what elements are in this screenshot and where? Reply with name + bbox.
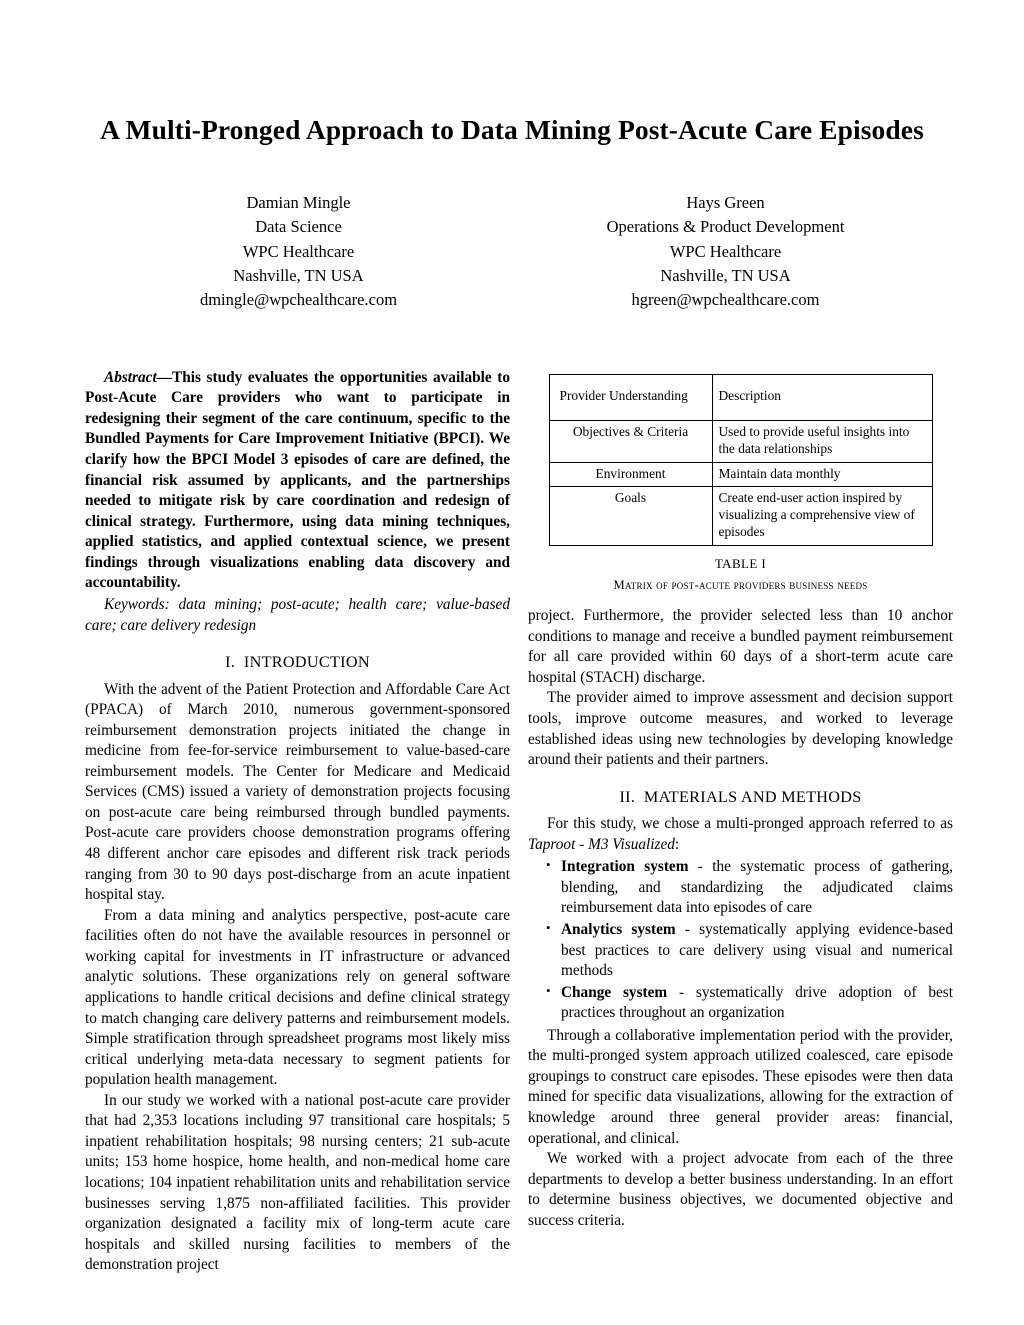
author-block bbox=[85, 191, 939, 311]
table-container bbox=[528, 374, 953, 594]
author-organization: WPC Healthcare bbox=[669, 241, 782, 261]
table-row bbox=[549, 462, 932, 487]
list-item bbox=[561, 983, 953, 1024]
table-caption bbox=[528, 555, 953, 594]
intro-paragraph-2: From a data mining and analytics perspective, post-acute care facilities often do not have the available resources in personnel or working capital for investments in IT infrastructure or advanced analytic solutions. These organizations rely on general software applications to handle critical decisions and define clinical strategy to match changing care delivery patterns and reimbursement models. Simple stratification through spreadsheet programs most likely miss critical underlying meta-data necessary to segment patients for population health management. bbox=[85, 906, 510, 1089]
intro-paragraph-4: The provider aimed to improve assessment and decision support tools, improve outcome measures, and worked to leverage established ideas using new technologies by developing knowledge around their patients and their partners. bbox=[528, 689, 953, 769]
matrix-table bbox=[549, 374, 933, 546]
bullet-description: - systematically drive adoption of best practices throughout an organization bbox=[561, 983, 953, 1022]
methods-paragraph-2: We worked with a project advocate from each of the three departments to develop a better business understanding. In an effort to determine business objectives, we documented objective and success criteria. bbox=[528, 1150, 953, 1229]
section-title: MATERIALS AND METHODS bbox=[643, 787, 862, 806]
abstract-paragraph bbox=[85, 368, 510, 594]
methods-intro-paragraph bbox=[528, 814, 953, 855]
methods-paragraph-1: Through a collaborative implementation period with the provider, the multi-pronged system approach utilized coalesced, care episode groupings to construct care episodes. These episodes were then data mined for specific data visualizations, allowing for the extraction of knowledge around three general provider areas: financial, operational, and clinical. bbox=[528, 1026, 953, 1147]
author-organization: WPC Healthcare bbox=[242, 241, 355, 261]
left-column bbox=[85, 368, 510, 1276]
author-department: Data Science bbox=[255, 217, 342, 237]
bullet-description: - the systematic process of gathering, blending, and standardizing the adjudicated claims reimbursement data into episodes of care bbox=[561, 858, 954, 917]
intro-paragraph-1: With the advent of the Patient Protection and Affordable Care Act (PPACA) of March 2010, numerous government-sponsored reimbursement demonstration projects initiated the change in medicine from fee-for-service reimbursement to value-based-care reimbursement models. The Center for Medicare and Medicaid Services (CMS) issued a variety of demonstration projects focusing on post-acute care being reimbursed through bundled payments. Post-acute care providers choose demonstration programs offering 48 different anchor care episodes and different risk track periods ranging from 30 to 90 days post-discharge from an acute inpatient hospital stay. bbox=[85, 680, 510, 904]
table-caption-title: Matrix of post-acute providers business needs bbox=[613, 577, 868, 592]
author-name: Hays Green bbox=[686, 193, 765, 213]
section-title: INTRODUCTION bbox=[243, 653, 370, 672]
intro-paragraph-3: In our study we worked with a national post-acute care provider that had 2,353 locations including 97 transitional care hospitals; 5 inpatient rehabilitation hospitals; 98 nursing centers; 21 sub-acute units; 153 home hospice, home health, and non-medical home care locations; 104 inpatient rehabilitation units and rehabilitation service businesses serving 1,875 non-affiliated facilities. This provider organization designated a facility mix of long-term acute care hospitals and skilled nursing facilities to members of the demonstration project bbox=[85, 1091, 510, 1274]
author-1 bbox=[85, 191, 512, 311]
methods-intro-before: For this study, we chose a multi-pronged approach referred to as bbox=[547, 815, 953, 833]
methods-approach-name: Taproot - M3 Visualized bbox=[528, 835, 675, 853]
keywords-paragraph: Keywords: data mining; post-acute; health care; value-based care; care delivery redesign bbox=[85, 595, 510, 634]
author-location: Nashville, TN USA bbox=[660, 265, 791, 285]
table-cell-description: Maintain data monthly bbox=[712, 462, 932, 487]
body-columns bbox=[85, 368, 954, 1276]
author-2 bbox=[512, 191, 939, 311]
section-heading-introduction bbox=[85, 653, 510, 672]
abstract-lead-label: Abstract— bbox=[104, 368, 172, 386]
table-header-provider-understanding: Provider Understanding bbox=[549, 374, 712, 420]
author-email: hgreen@wpchealthcare.com bbox=[631, 289, 820, 309]
section-heading-materials-and-methods bbox=[528, 788, 953, 807]
bullet-term: Analytics system bbox=[561, 920, 676, 938]
methods-intro-after: : bbox=[674, 835, 680, 853]
bullet-term: Integration system bbox=[561, 858, 689, 876]
bullet-term: Change system bbox=[561, 983, 668, 1001]
table-cell-description: Create end-user action inspired by visualizing a comprehensive view of episodes bbox=[712, 487, 932, 546]
right-column bbox=[528, 368, 953, 1276]
methods-bullet-list bbox=[528, 857, 953, 1024]
table-row bbox=[549, 420, 932, 462]
author-name: Damian Mingle bbox=[246, 193, 351, 213]
table-header-description: Description bbox=[712, 374, 932, 420]
table-cell-term: Environment bbox=[549, 462, 712, 487]
table-caption-number: TABLE I bbox=[714, 556, 767, 572]
author-department: Operations & Product Development bbox=[606, 217, 845, 237]
table-cell-description: Used to provide useful insights into the data relationships bbox=[712, 420, 932, 462]
table-row bbox=[549, 487, 932, 546]
section-number: I. bbox=[225, 653, 236, 672]
author-email: dmingle@wpchealthcare.com bbox=[199, 289, 398, 309]
table-header-row bbox=[549, 374, 932, 420]
section-number: II. bbox=[619, 787, 636, 806]
table-cell-term: Goals bbox=[549, 487, 712, 546]
intro-continuation-text: project. Furthermore, the provider selected less than 10 anchor conditions to manage and receive a bundled payment reimbursement for all care provided within 60 days of a short-term acute care hospital (STACH) discharge. bbox=[528, 607, 953, 686]
abstract-text: This study evaluates the opportunities available to Post-Acute Care providers who want to participate in redesigning their segment of the care continuum, specific to the Bundled Payments for Care Improvement Initiative (BPCI). We clarify how the BPCI Model 3 episodes of care are defined, the financial risk assumed by applicants, and the partnerships needed to mitigate risk by care coordination and redesign of clinical strategy. Furthermore, using data mining techniques, applied statistics, and applied contextual science, we present findings through visualizations enabling data discovery and accountability. bbox=[85, 368, 510, 592]
table-cell-term: Objectives & Criteria bbox=[549, 420, 712, 462]
author-location: Nashville, TN USA bbox=[233, 265, 364, 285]
page-title: A Multi-Pronged Approach to Data Mining Post-Acute Care Episodes bbox=[100, 114, 924, 145]
bullet-description: - systematically applying evidence-based best practices to care delivery using visual and numerical methods bbox=[561, 920, 953, 980]
list-item bbox=[561, 920, 953, 982]
list-item bbox=[561, 857, 953, 919]
